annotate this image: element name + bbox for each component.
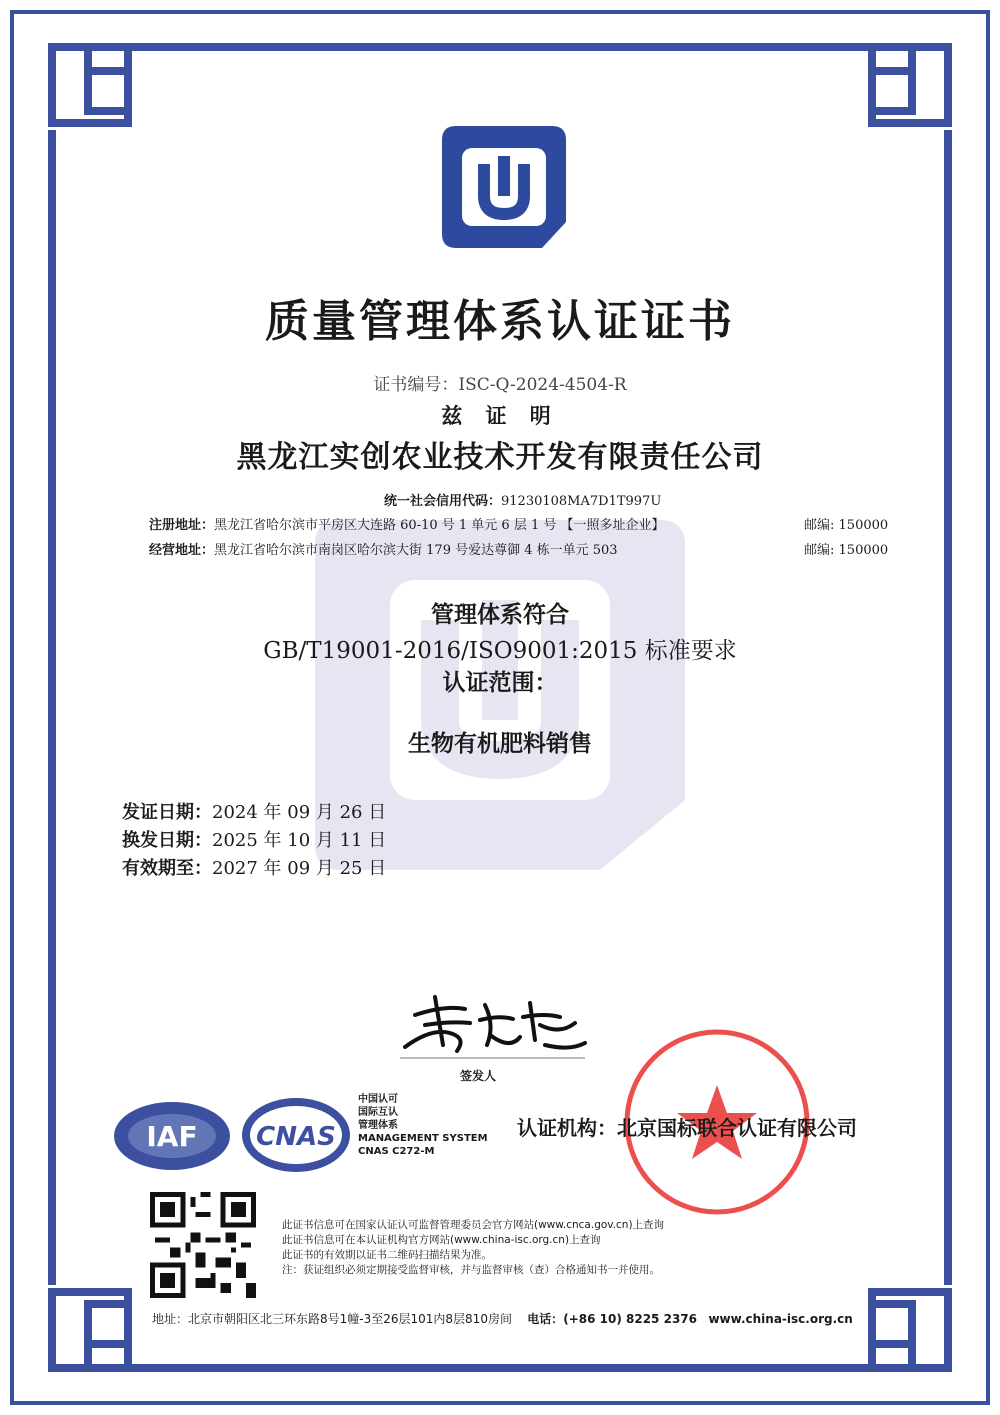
postcode-label: 邮编: xyxy=(804,518,835,533)
valid-until xyxy=(122,854,386,880)
footer-address: 地址：北京市朝阳区北三环东路8号1幢-3至26层101内8层810房间 xyxy=(152,1312,512,1326)
registered-address xyxy=(149,514,665,533)
credit-code xyxy=(384,490,661,509)
certificate-number-value: ISC-Q-2024-4504-R xyxy=(458,375,627,395)
reissue-date-value: 2025 年 10 月 11 日 xyxy=(212,830,387,851)
note-line: 此证书的有效期以证书二维码扫描结果为准。 xyxy=(282,1249,492,1261)
iaf-logo xyxy=(112,1100,232,1172)
iaf-text: IAF xyxy=(146,1120,198,1153)
business-address-value: 黑龙江省哈尔滨市南岗区哈尔滨大街 179 号爱达尊御 4 栋一单元 503 xyxy=(214,543,618,558)
issue-date-label: 发证日期： xyxy=(122,802,212,823)
hereby-certify: 兹 证 明 xyxy=(441,403,559,428)
credit-code-value: 91230108MA7D1T997U xyxy=(501,494,662,509)
footer-website: www.china-isc.org.cn xyxy=(708,1312,853,1326)
certification-body xyxy=(517,1112,857,1141)
qr-code xyxy=(150,1192,256,1298)
cnas-line: 管理体系 xyxy=(358,1120,398,1131)
certificate-number-label: 证书编号： xyxy=(373,375,459,395)
scope-value: 生物有机肥料销售 xyxy=(408,731,592,757)
certification-body-value: 北京国标联合认证有限公司 xyxy=(617,1116,857,1140)
cnas-line: MANAGEMENT SYSTEM xyxy=(358,1133,488,1144)
registered-address-value: 黑龙江省哈尔滨市平房区大连路 60-10 号 1 单元 6 层 1 号 【一照多址企业】 xyxy=(214,518,665,533)
postcode-value: 150000 xyxy=(838,543,889,558)
certificate-title: 质量管理体系认证证书 xyxy=(265,296,735,347)
signature xyxy=(395,985,595,1065)
cnas-line: 中国认可 xyxy=(358,1094,398,1105)
conformity-statement: 管理体系符合 xyxy=(431,602,569,628)
cnas-logo xyxy=(240,1096,352,1174)
issue-date xyxy=(122,798,386,824)
footer-phone-label: 电话： xyxy=(527,1312,564,1326)
postcode-label: 邮编: xyxy=(804,543,835,558)
scope-label: 认证范围： xyxy=(442,670,558,696)
issuer-label: 签发人 xyxy=(460,1069,497,1083)
note-line: 此证书信息可在国家认证认可监督管理委员会官方网站(www.cnca.gov.cn)上查询 xyxy=(282,1219,665,1231)
postcode-1 xyxy=(804,514,888,533)
notes xyxy=(282,1218,664,1278)
postcode-value: 150000 xyxy=(838,518,889,533)
issue-date-value: 2024 年 09 月 26 日 xyxy=(212,802,387,823)
cnas-description xyxy=(358,1093,488,1158)
business-address xyxy=(149,539,618,558)
registered-address-label: 注册地址： xyxy=(149,518,215,533)
footer-phone: (+86 10) 8225 2376 xyxy=(563,1312,697,1326)
cnas-text: CNAS xyxy=(256,1122,336,1152)
valid-until-label: 有效期至： xyxy=(122,858,212,879)
certificate-number xyxy=(0,370,1000,395)
standard: GB/T19001-2016/ISO9001:2015 标准要求 xyxy=(263,638,737,664)
certification-body-label: 认证机构： xyxy=(517,1116,617,1140)
isc-logo xyxy=(442,126,566,248)
reissue-date xyxy=(122,826,386,852)
cnas-line: CNAS C272-M xyxy=(358,1146,435,1157)
reissue-date-label: 换发日期： xyxy=(122,830,212,851)
postcode-2 xyxy=(804,539,888,558)
credit-code-label: 统一社会信用代码： xyxy=(384,494,502,509)
business-address-label: 经营地址： xyxy=(149,543,215,558)
footer xyxy=(152,1310,853,1327)
cnas-line: 国际互认 xyxy=(358,1107,398,1118)
organization-name: 黑龙江实创农业技术开发有限责任公司 xyxy=(236,440,764,475)
valid-until-value: 2027 年 09 月 25 日 xyxy=(212,858,387,879)
note-line: 此证书信息可在本认证机构官方网站(www.china-isc.org.cn)上查询 xyxy=(282,1234,601,1246)
note-line: 注：获证组织必须定期接受监督审核，并与监督审核（查）合格通知书一并使用。 xyxy=(282,1264,660,1276)
